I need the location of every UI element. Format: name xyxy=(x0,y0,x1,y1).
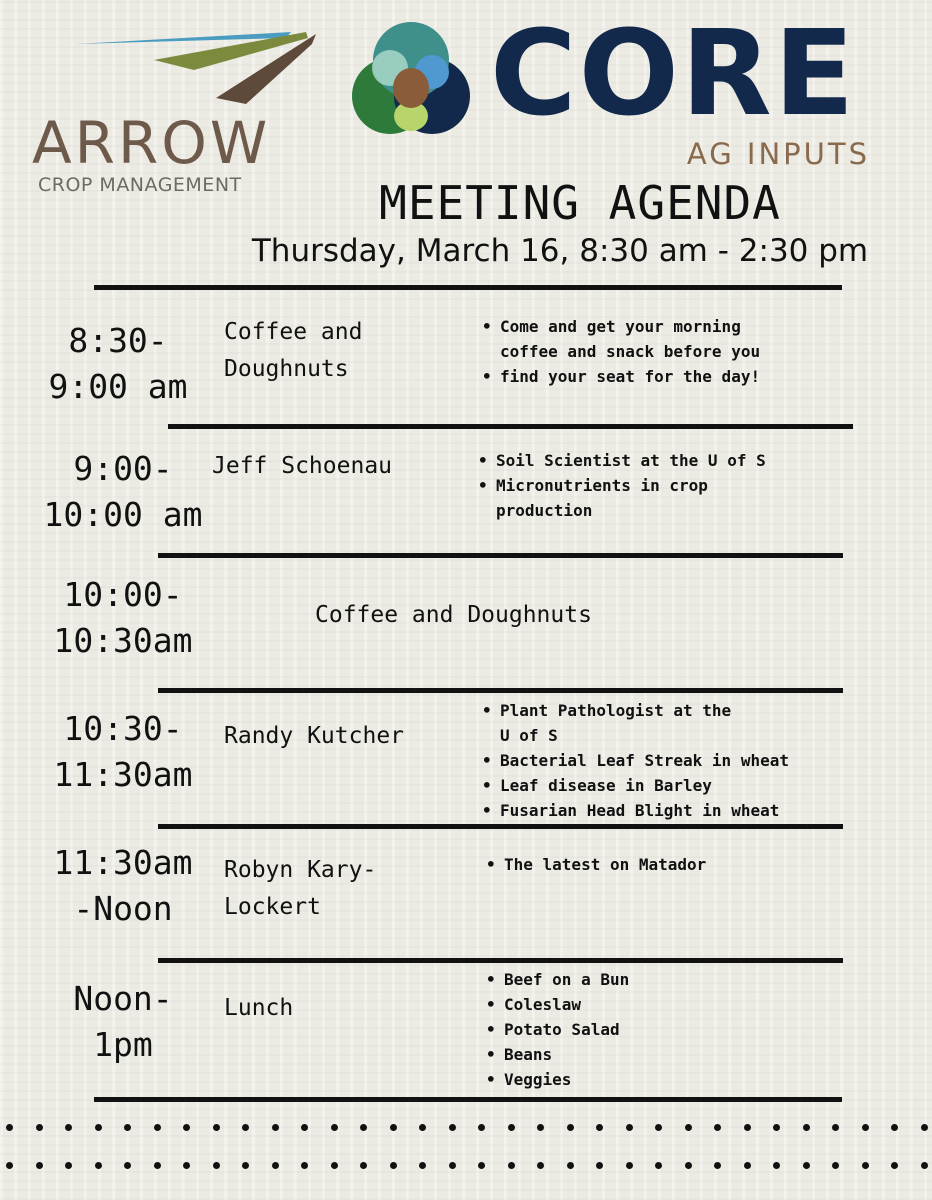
decorative-dot xyxy=(242,1124,249,1131)
agenda-details-5 xyxy=(482,852,862,877)
decorative-dot xyxy=(419,1124,426,1131)
decorative-dot-row xyxy=(0,1162,932,1170)
list-item: U of S xyxy=(500,726,558,745)
agenda-time-6: Noon- 1pm xyxy=(73,979,173,1064)
decorative-dot xyxy=(832,1124,839,1131)
list-item: • Fusarian Head Blight in wheat xyxy=(478,798,898,823)
divider xyxy=(158,824,843,829)
list-item: coffee and snack before you xyxy=(500,342,761,361)
divider xyxy=(94,1097,842,1102)
list-item: • Potato Salad xyxy=(482,1017,862,1042)
decorative-dot xyxy=(183,1124,190,1131)
decorative-dot xyxy=(655,1162,662,1169)
list-item: • Veggies xyxy=(482,1067,862,1092)
agenda-speaker-4: Randy Kutcher xyxy=(224,723,405,749)
list-item: • Beans xyxy=(482,1042,862,1067)
decorative-dot xyxy=(242,1162,249,1169)
list-item: • Leaf disease in Barley xyxy=(478,773,898,798)
decorative-dot xyxy=(360,1162,367,1169)
decorative-dot xyxy=(449,1162,456,1169)
decorative-dot xyxy=(95,1124,102,1131)
agenda-speaker-1: Coffee and Doughnuts xyxy=(224,319,363,382)
decorative-dot xyxy=(213,1162,220,1169)
page-title: MEETING AGENDA xyxy=(379,176,781,230)
core-tagline: AG INPUTS xyxy=(686,137,870,171)
decorative-dot xyxy=(124,1124,131,1131)
decorative-dot xyxy=(537,1124,544,1131)
decorative-dot xyxy=(567,1124,574,1131)
agenda-details-2 xyxy=(474,448,854,523)
decorative-dot xyxy=(626,1124,633,1131)
decorative-dot xyxy=(508,1124,515,1131)
decorative-dot xyxy=(360,1124,367,1131)
decorative-dot xyxy=(331,1162,338,1169)
list-item: • Plant Pathologist at the xyxy=(478,698,898,723)
decorative-dot xyxy=(891,1124,898,1131)
list-item: • Beef on a Bun xyxy=(482,967,862,992)
list-item: • Bacterial Leaf Streak in wheat xyxy=(478,748,898,773)
decorative-dot xyxy=(419,1162,426,1169)
decorative-dot xyxy=(596,1124,603,1131)
decorative-dot xyxy=(773,1162,780,1169)
decorative-dot xyxy=(6,1124,13,1131)
divider xyxy=(158,958,843,963)
decorative-dot xyxy=(655,1124,662,1131)
agenda-details-1 xyxy=(478,314,858,389)
list-item: • find your seat for the day! xyxy=(478,364,858,389)
decorative-dot xyxy=(301,1162,308,1169)
decorative-dot xyxy=(331,1124,338,1131)
decorative-dot xyxy=(596,1162,603,1169)
core-wordmark: CORE xyxy=(490,4,857,142)
decorative-dot xyxy=(891,1162,898,1169)
list-item: • Micronutrients in crop xyxy=(474,473,854,498)
decorative-dot xyxy=(390,1162,397,1169)
decorative-dot xyxy=(272,1124,279,1131)
decorative-dot xyxy=(449,1124,456,1131)
agenda-details-4 xyxy=(478,698,898,823)
agenda-activity-3: Coffee and Doughnuts xyxy=(315,602,592,628)
decorative-dot xyxy=(154,1124,161,1131)
decorative-dot xyxy=(154,1162,161,1169)
agenda-time-4: 10:30- 11:30am xyxy=(53,709,193,794)
agenda-speaker-2: Jeff Schoenau xyxy=(212,453,393,479)
decorative-dot xyxy=(803,1162,810,1169)
decorative-dot xyxy=(478,1162,485,1169)
decorative-dot xyxy=(744,1124,751,1131)
agenda-speaker-5: Robyn Kary- Lockert xyxy=(224,857,377,920)
list-item: • Soil Scientist at the U of S xyxy=(474,448,854,473)
divider xyxy=(94,285,842,290)
list-item: • Coleslaw xyxy=(482,992,862,1017)
decorative-dot xyxy=(272,1162,279,1169)
decorative-dot xyxy=(862,1124,869,1131)
agenda-details-6 xyxy=(482,967,862,1092)
decorative-dot xyxy=(773,1124,780,1131)
decorative-dot xyxy=(95,1162,102,1169)
divider xyxy=(158,688,843,693)
decorative-dot xyxy=(862,1162,869,1169)
decorative-dot xyxy=(36,1124,43,1131)
decorative-dot xyxy=(183,1162,190,1169)
decorative-dot xyxy=(567,1162,574,1169)
decorative-dot xyxy=(803,1124,810,1131)
decorative-dot xyxy=(124,1162,131,1169)
decorative-dot xyxy=(714,1162,721,1169)
decorative-dot xyxy=(390,1124,397,1131)
decorative-dot xyxy=(508,1162,515,1169)
arrow-tagline: CROP MANAGEMENT xyxy=(38,174,242,196)
decorative-dot xyxy=(301,1124,308,1131)
decorative-dot xyxy=(744,1162,751,1169)
arrow-wordmark: ARROW xyxy=(32,109,271,177)
meeting-date-time: Thursday, March 16, 8:30 am - 2:30 pm xyxy=(251,233,869,269)
decorative-dot xyxy=(537,1162,544,1169)
agenda-time-5: 11:30am -Noon xyxy=(53,843,193,928)
decorative-dot xyxy=(65,1124,72,1131)
agenda-speaker-6: Lunch xyxy=(224,995,294,1021)
list-item: • Come and get your morning xyxy=(478,314,858,339)
decorative-dot xyxy=(6,1162,13,1169)
list-item: • The latest on Matador xyxy=(482,852,862,877)
agenda-time-3: 10:00- 10:30am xyxy=(53,575,193,660)
core-venn-circles-icon xyxy=(350,20,472,138)
decorative-dot xyxy=(213,1124,220,1131)
divider xyxy=(158,553,843,558)
agenda-time-1: 8:30- 9:00 am xyxy=(48,321,188,406)
decorative-dot xyxy=(36,1162,43,1169)
decorative-dot xyxy=(714,1124,721,1131)
core-ag-inputs-logo xyxy=(350,4,910,178)
decorative-dot xyxy=(478,1124,485,1131)
arrow-stripes-icon xyxy=(76,28,316,108)
decorative-dot xyxy=(832,1162,839,1169)
decorative-dot xyxy=(626,1162,633,1169)
list-item: production xyxy=(496,501,593,520)
agenda-time-2: 9:00- 10:00 am xyxy=(43,449,203,534)
decorative-dot xyxy=(65,1162,72,1169)
decorative-dot xyxy=(685,1124,692,1131)
decorative-dot xyxy=(685,1162,692,1169)
decorative-dot-row xyxy=(0,1124,932,1132)
divider xyxy=(168,424,853,429)
decorative-dot xyxy=(921,1162,928,1169)
decorative-dot xyxy=(921,1124,928,1131)
